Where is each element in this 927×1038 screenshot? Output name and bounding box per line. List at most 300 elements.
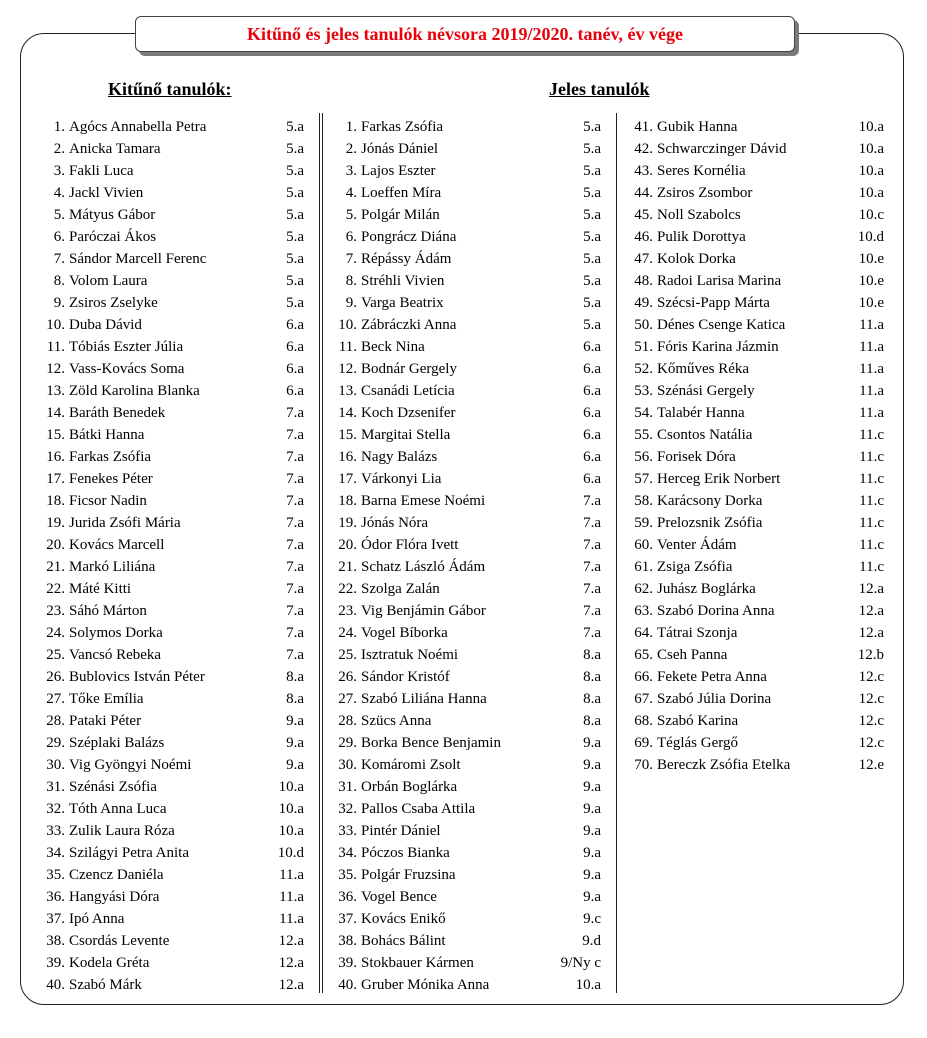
student-name: Szabó Júlia Dorina [657, 691, 772, 707]
student-name: Margitai Stella [361, 427, 451, 443]
list-number: 17. [338, 471, 357, 487]
student-name: Varga Beatrix [361, 295, 444, 311]
student-name: Szilágyi Petra Anita [69, 845, 189, 861]
list-number: 67. [634, 691, 653, 707]
list-number: 25. [338, 647, 357, 663]
class-label: 12.a [278, 977, 304, 993]
list-number: 7. [345, 251, 357, 267]
class-label: 9.a [286, 713, 304, 729]
list-number: 39. [46, 955, 65, 971]
class-label: 5.a [583, 207, 601, 223]
list-number: 42. [634, 141, 653, 157]
list-item [634, 402, 884, 424]
student-name: Herceg Erik Norbert [657, 471, 781, 487]
list-item [338, 732, 601, 754]
student-name: Stréhli Vivien [361, 273, 445, 289]
student-name: Jackl Vivien [69, 185, 144, 201]
student-name: Gubik Hanna [657, 119, 738, 135]
class-label: 6.a [583, 361, 601, 377]
student-name: Vass-Kovács Soma [69, 361, 185, 377]
list-item [634, 270, 884, 292]
list-item [634, 710, 884, 732]
class-label: 12.a [278, 955, 304, 971]
list-item [46, 842, 304, 864]
class-label: 6.a [583, 383, 601, 399]
list-number: 60. [634, 537, 653, 553]
list-number: 3. [53, 163, 65, 179]
student-name: Cseh Panna [657, 647, 728, 663]
list-number: 40. [46, 977, 65, 993]
list-item [53, 138, 304, 160]
list-number: 55. [634, 427, 653, 443]
list-number: 44. [634, 185, 653, 201]
class-label: 5.a [286, 295, 304, 311]
class-label: 7.a [583, 603, 601, 619]
list-item [338, 512, 601, 534]
list-item [46, 512, 304, 534]
list-item [634, 204, 884, 226]
list-item [338, 886, 601, 908]
student-name: Széplaki Balázs [69, 735, 165, 751]
list-number: 12. [338, 361, 357, 377]
student-name: Nagy Balázs [361, 449, 438, 465]
list-item [634, 732, 884, 754]
list-item [634, 116, 884, 138]
list-number: 39. [338, 955, 357, 971]
student-name: Bereczk Zsófia Etelka [657, 757, 791, 773]
class-label: 5.a [286, 207, 304, 223]
student-name: Mátyus Gábor [69, 207, 156, 223]
class-label: 6.a [286, 317, 304, 333]
student-name: Juhász Boglárka [657, 581, 756, 597]
class-label: 9.a [286, 757, 304, 773]
list-item [46, 776, 304, 798]
list-number: 9. [53, 295, 65, 311]
class-label: 7.a [286, 581, 304, 597]
class-label: 12.a [858, 581, 884, 597]
student-name: Radoi Larisa Marina [657, 273, 782, 289]
student-name: Farkas Zsófia [69, 449, 152, 465]
student-name: Csanádi Letícia [361, 383, 455, 399]
list-item [46, 974, 304, 996]
list-item [634, 622, 884, 644]
class-label: 5.a [583, 295, 601, 311]
list-item [634, 688, 884, 710]
list-item [338, 468, 601, 490]
list-number: 47. [634, 251, 653, 267]
list-item [634, 424, 884, 446]
list-number: 26. [46, 669, 65, 685]
class-label: 10.a [575, 977, 601, 993]
list-number: 35. [338, 867, 357, 883]
list-item [634, 138, 884, 160]
student-name: Kovács Enikő [361, 911, 446, 927]
student-name: Kodela Gréta [69, 955, 150, 971]
student-name: Agócs Annabella Petra [69, 119, 207, 135]
list-number: 22. [46, 581, 65, 597]
list-item [634, 336, 884, 358]
student-name: Loeffen Míra [361, 185, 442, 201]
list-number: 18. [338, 493, 357, 509]
student-name: Tóbiás Eszter Júlia [69, 339, 184, 355]
list-item [338, 820, 601, 842]
excellent-list [46, 116, 304, 996]
list-item [634, 380, 884, 402]
list-item [345, 292, 601, 314]
list-item [338, 314, 601, 336]
list-item [634, 314, 884, 336]
list-number: 53. [634, 383, 653, 399]
class-label: 7.a [286, 449, 304, 465]
list-number: 1. [53, 119, 65, 135]
list-item [46, 754, 304, 776]
list-number: 12. [46, 361, 65, 377]
student-name: Csontos Natália [657, 427, 753, 443]
class-label: 5.a [583, 163, 601, 179]
student-name: Zulik Laura Róza [69, 823, 175, 839]
list-item [46, 490, 304, 512]
list-item [634, 160, 884, 182]
list-item [338, 402, 601, 424]
list-number: 51. [634, 339, 653, 355]
list-number: 33. [338, 823, 357, 839]
student-name: Stokbauer Kármen [361, 955, 474, 971]
student-name: Anicka Tamara [69, 141, 161, 157]
class-label: 9.a [583, 757, 601, 773]
list-number: 32. [46, 801, 65, 817]
class-label: 8.a [583, 647, 601, 663]
class-label: 5.a [583, 251, 601, 267]
student-name: Orbán Boglárka [361, 779, 458, 795]
list-item [53, 204, 304, 226]
student-name: Sándor Kristóf [361, 669, 450, 685]
student-name: Szücs Anna [361, 713, 432, 729]
list-item [634, 512, 884, 534]
list-item [46, 908, 304, 930]
list-item [338, 666, 601, 688]
list-item [338, 842, 601, 864]
class-label: 6.a [583, 339, 601, 355]
list-number: 46. [634, 229, 653, 245]
list-item [634, 644, 884, 666]
list-number: 41. [634, 119, 653, 135]
list-number: 20. [46, 537, 65, 553]
student-name: Bodnár Gergely [361, 361, 457, 377]
class-label: 11.a [859, 383, 884, 399]
student-name: Vig Gyöngyi Noémi [69, 757, 192, 773]
class-label: 5.a [286, 229, 304, 245]
list-number: 28. [46, 713, 65, 729]
student-name: Fóris Karina Jázmin [657, 339, 779, 355]
list-number: 54. [634, 405, 653, 421]
list-item [345, 204, 601, 226]
list-item [338, 556, 601, 578]
student-name: Jurida Zsófi Mária [69, 515, 181, 531]
list-item [345, 270, 601, 292]
student-name: Forisek Dóra [657, 449, 736, 465]
student-name: Pongrácz Diána [361, 229, 457, 245]
student-name: Vogel Bence [361, 889, 437, 905]
class-label: 6.a [286, 339, 304, 355]
class-label: 7.a [286, 559, 304, 575]
list-number: 10. [338, 317, 357, 333]
student-name: Zábráczki Anna [361, 317, 457, 333]
list-number: 7. [53, 251, 65, 267]
student-name: Venter Ádám [657, 537, 737, 553]
list-item [46, 556, 304, 578]
class-label: 11.c [859, 449, 884, 465]
class-label: 11.a [859, 405, 884, 421]
list-item [338, 798, 601, 820]
list-item [53, 292, 304, 314]
list-item [634, 182, 884, 204]
student-name: Noll Szabolcs [657, 207, 741, 223]
list-number: 25. [46, 647, 65, 663]
class-label: 12.c [858, 669, 884, 685]
student-name: Sáhó Márton [69, 603, 147, 619]
list-number: 15. [338, 427, 357, 443]
list-number: 49. [634, 295, 653, 311]
list-item [634, 666, 884, 688]
list-item [634, 358, 884, 380]
list-number: 33. [46, 823, 65, 839]
student-name: Polgár Milán [361, 207, 440, 223]
student-name: Répássy Ádám [361, 251, 452, 267]
student-name: Jónás Nóra [361, 515, 429, 531]
list-item [53, 270, 304, 292]
class-label: 10.a [858, 119, 884, 135]
student-name: Isztratuk Noémi [361, 647, 459, 663]
student-name: Lajos Eszter [361, 163, 436, 179]
student-name: Vancsó Rebeka [69, 647, 162, 663]
list-number: 27. [338, 691, 357, 707]
class-label: 8.a [583, 691, 601, 707]
list-number: 16. [338, 449, 357, 465]
student-name: Markó Liliána [69, 559, 156, 575]
list-number: 69. [634, 735, 653, 751]
list-item [46, 402, 304, 424]
class-label: 6.a [286, 361, 304, 377]
list-number: 64. [634, 625, 653, 641]
list-item [53, 160, 304, 182]
list-number: 19. [46, 515, 65, 531]
student-name: Téglás Gergő [657, 735, 738, 751]
list-item [345, 182, 601, 204]
student-name: Talabér Hanna [657, 405, 745, 421]
class-label: 7.a [286, 471, 304, 487]
list-number: 8. [345, 273, 357, 289]
class-label: 7.a [286, 647, 304, 663]
list-number: 29. [46, 735, 65, 751]
list-number: 52. [634, 361, 653, 377]
student-name: Póczos Bianka [361, 845, 450, 861]
good-list-part1 [338, 116, 601, 996]
list-number: 36. [338, 889, 357, 905]
list-item [53, 248, 304, 270]
list-number: 40. [338, 977, 357, 993]
class-label: 5.a [286, 163, 304, 179]
list-number: 28. [338, 713, 357, 729]
student-name: Vogel Bíborka [361, 625, 448, 641]
list-item [338, 974, 601, 996]
class-label: 12.c [858, 691, 884, 707]
class-label: 11.a [859, 339, 884, 355]
class-label: 10.a [278, 801, 304, 817]
list-number: 50. [634, 317, 653, 333]
list-item [338, 446, 601, 468]
class-label: 5.a [286, 185, 304, 201]
list-item [46, 622, 304, 644]
class-label: 7.a [286, 493, 304, 509]
list-item [634, 600, 884, 622]
class-label: 7.a [583, 515, 601, 531]
list-number: 29. [338, 735, 357, 751]
list-item [634, 248, 884, 270]
list-number: 15. [46, 427, 65, 443]
list-item [338, 534, 601, 556]
class-label: 7.a [583, 625, 601, 641]
list-number: 4. [345, 185, 357, 201]
list-number: 43. [634, 163, 653, 179]
class-label: 11.a [859, 317, 884, 333]
list-item [46, 380, 304, 402]
column-divider [319, 113, 323, 993]
class-label: 8.a [583, 713, 601, 729]
student-name: Borka Bence Benjamin [361, 735, 501, 751]
class-label: 11.c [859, 493, 884, 509]
list-number: 65. [634, 647, 653, 663]
class-label: 5.a [583, 273, 601, 289]
list-number: 5. [53, 207, 65, 223]
list-number: 63. [634, 603, 653, 619]
class-label: 12.e [858, 757, 884, 773]
list-number: 23. [338, 603, 357, 619]
class-label: 7.a [583, 537, 601, 553]
list-number: 9. [345, 295, 357, 311]
list-number: 37. [46, 911, 65, 927]
class-label: 10.a [278, 823, 304, 839]
student-name: Pallos Csaba Attila [361, 801, 476, 817]
list-number: 13. [338, 383, 357, 399]
list-item [46, 886, 304, 908]
list-number: 34. [338, 845, 357, 861]
student-name: Seres Kornélia [657, 163, 746, 179]
list-item [46, 952, 304, 974]
list-item [46, 930, 304, 952]
student-name: Tátrai Szonja [657, 625, 738, 641]
student-name: Tóth Anna Luca [69, 801, 167, 817]
class-label: 6.a [583, 449, 601, 465]
list-number: 8. [53, 273, 65, 289]
list-item [338, 600, 601, 622]
list-item [338, 754, 601, 776]
class-label: 10.a [858, 141, 884, 157]
student-name: Várkonyi Lia [361, 471, 442, 487]
list-number: 16. [46, 449, 65, 465]
student-name: Szabó Liliána Hanna [361, 691, 487, 707]
list-number: 21. [338, 559, 357, 575]
class-label: 10.a [858, 163, 884, 179]
class-label: 9.a [583, 845, 601, 861]
list-item [634, 226, 884, 248]
student-name: Fekete Petra Anna [657, 669, 767, 685]
class-label: 9.a [583, 801, 601, 817]
class-label: 9.d [582, 933, 601, 949]
list-number: 70. [634, 757, 653, 773]
student-name: Czencz Daniéla [69, 867, 164, 883]
list-number: 23. [46, 603, 65, 619]
list-number: 38. [338, 933, 357, 949]
list-item [46, 578, 304, 600]
list-number: 34. [46, 845, 65, 861]
student-name: Szabó Dorina Anna [657, 603, 775, 619]
list-number: 48. [634, 273, 653, 289]
list-number: 14. [46, 405, 65, 421]
class-label: 10.d [277, 845, 304, 861]
student-name: Szécsi-Papp Márta [657, 295, 770, 311]
student-name: Paróczai Ákos [69, 229, 157, 245]
student-name: Pintér Dániel [361, 823, 441, 839]
list-item [634, 556, 884, 578]
class-label: 7.a [286, 427, 304, 443]
list-item [46, 600, 304, 622]
class-label: 11.a [859, 361, 884, 377]
list-item [634, 754, 884, 776]
list-item [338, 864, 601, 886]
list-item [634, 578, 884, 600]
student-name: Komáromi Zsolt [361, 757, 461, 773]
class-label: 8.a [583, 669, 601, 685]
list-item [46, 864, 304, 886]
list-item [338, 380, 601, 402]
list-number: 2. [53, 141, 65, 157]
class-label: 10.e [858, 295, 884, 311]
class-label: 10.d [857, 229, 884, 245]
student-name: Duba Dávid [69, 317, 142, 333]
list-number: 10. [46, 317, 65, 333]
student-name: Ficsor Nadin [69, 493, 147, 509]
student-name: Szénási Gergely [657, 383, 755, 399]
class-label: 11.c [859, 515, 884, 531]
class-label: 7.a [286, 405, 304, 421]
list-number: 35. [46, 867, 65, 883]
class-label: 6.a [583, 471, 601, 487]
class-label: 7.a [583, 581, 601, 597]
list-number: 26. [338, 669, 357, 685]
student-name: Koch Dzsenifer [361, 405, 456, 421]
list-number: 17. [46, 471, 65, 487]
class-label: 5.a [286, 251, 304, 267]
student-name: Tőke Emília [69, 691, 144, 707]
page-title: Kitűnő és jeles tanulók névsora 2019/2020. tanév, év vége [135, 16, 795, 52]
class-label: 7.a [286, 537, 304, 553]
class-label: 6.a [286, 383, 304, 399]
list-item [338, 908, 601, 930]
class-label: 5.a [583, 185, 601, 201]
student-name: Hangyási Dóra [69, 889, 160, 905]
class-label: 8.a [286, 669, 304, 685]
list-number: 4. [53, 185, 65, 201]
class-label: 5.a [583, 317, 601, 333]
list-number: 36. [46, 889, 65, 905]
list-number: 14. [338, 405, 357, 421]
student-name: Fenekes Péter [69, 471, 153, 487]
student-name: Pataki Péter [69, 713, 142, 729]
class-label: 11.a [279, 889, 304, 905]
list-item [46, 446, 304, 468]
list-number: 31. [46, 779, 65, 795]
student-name: Pulik Dorottya [657, 229, 746, 245]
